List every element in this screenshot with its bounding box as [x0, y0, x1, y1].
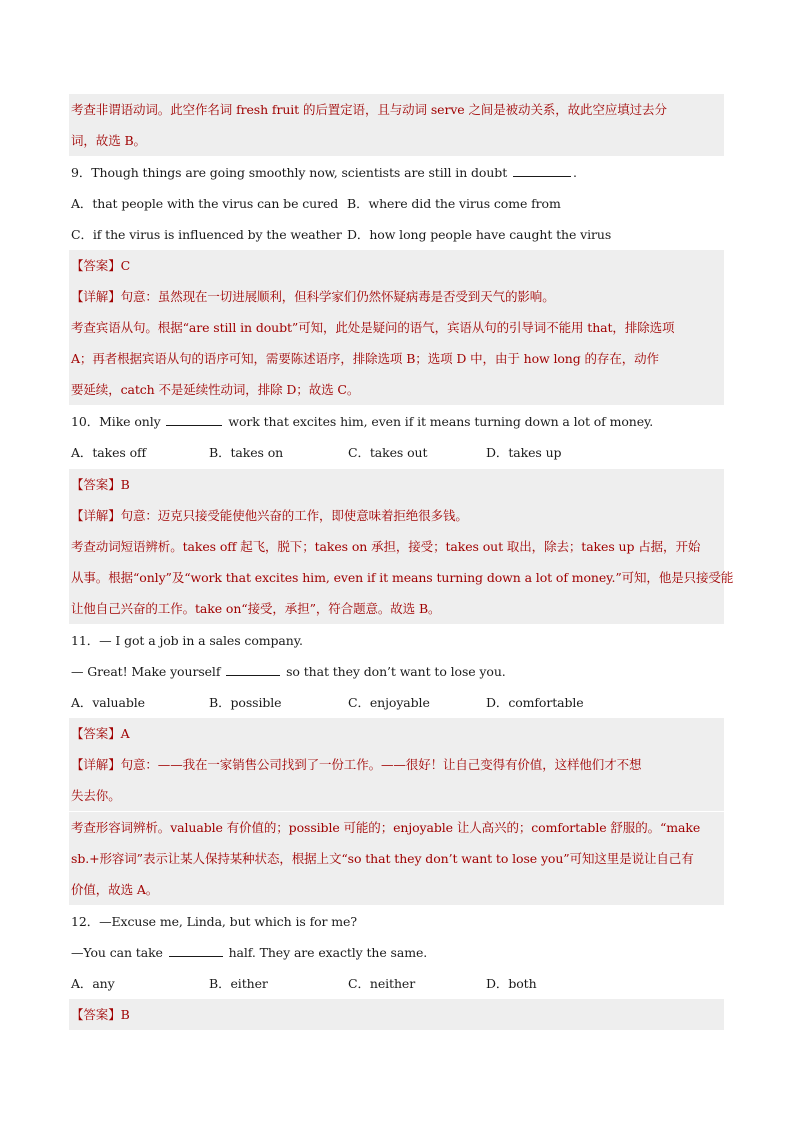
q12-options [71, 968, 723, 999]
detail-text: 句意：虽然现在一切进展顺利，但科学家们仍然怀疑病毒是否受到天气的影响。 [120, 289, 555, 304]
option-label: C． [348, 445, 370, 460]
q11-stem-2 [71, 656, 723, 687]
q12-stem [71, 906, 723, 937]
q11-option-c[interactable] [348, 687, 430, 718]
option-text: takes on [230, 445, 284, 460]
q11-stem [71, 625, 723, 656]
option-label: B． [347, 196, 369, 211]
answer-tag: 【答案】 [71, 258, 121, 273]
option-text: takes off [92, 445, 147, 460]
option-text: comfortable [508, 695, 584, 710]
q11-number: 11． [71, 633, 100, 648]
q9-option-d[interactable] [347, 219, 611, 250]
q10-options [71, 437, 723, 468]
q9-stem-end: . [573, 165, 577, 180]
option-text: valuable [92, 695, 145, 710]
q11-line-2-end: so that they don’t want to lose you. [286, 664, 506, 679]
answer-tag: 【答案】 [71, 726, 121, 741]
q11-options [71, 687, 723, 718]
q12-answer [69, 999, 724, 1030]
q11-detail-line-4: 价值，故选 A。 [69, 874, 724, 905]
q10-option-a[interactable] [71, 437, 146, 468]
q10-option-c[interactable] [348, 437, 427, 468]
q12-option-a[interactable] [71, 968, 115, 999]
option-label: A． [71, 445, 93, 460]
option-text: both [508, 976, 537, 991]
q12-line-2: —You can take [71, 945, 163, 960]
q9-option-c[interactable] [71, 219, 342, 250]
q12-blank [169, 942, 223, 957]
q9-detail-line-2: A；再者根据宾语从句的语序可知，需要陈述语序，排除选项 B；选项 D 中，由于 how long 的存在，动作 [69, 343, 724, 374]
q10-number: 10． [71, 414, 100, 429]
option-label: C． [348, 976, 370, 991]
q12-number: 12． [71, 914, 100, 929]
option-text: possible [230, 695, 282, 710]
q9-option-a[interactable] [71, 188, 338, 219]
q9-stem-text: Though things are going smoothly now, scientists are still in doubt [91, 165, 508, 180]
option-label: A． [71, 196, 93, 211]
answer-tag: 【答案】 [71, 1007, 121, 1022]
option-label: C． [348, 695, 370, 710]
q10-detail-line-2: 从事。根据“only”及“work that excites him, even if it means turning down a lot of money.”可知，他是只接受能 [69, 562, 724, 593]
q9-detail [69, 281, 724, 312]
q10-stem-end: work that excites him, even if it means turning down a lot of money. [228, 414, 654, 429]
q8-detail-line-1: 考查非谓语动词。此空作名词 fresh fruit 的后置定语，且与动词 serve 之间是被动关系，故此空应填过去分 [69, 94, 724, 125]
q12-stem-2 [71, 937, 723, 968]
q12-line-1: —Excuse me, Linda, but which is for me? [99, 914, 357, 929]
q11-line-2: — Great! Make yourself [71, 664, 221, 679]
option-text: either [230, 976, 268, 991]
q9-option-b[interactable] [347, 188, 561, 219]
q12-line-2-end: half. They are exactly the same. [228, 945, 428, 960]
q9-stem [71, 157, 723, 188]
q10-stem-text: Mike only [99, 414, 161, 429]
option-label: D． [486, 695, 509, 710]
q9-options-row-1 [71, 188, 723, 219]
detail-text: 句意：——我在一家销售公司找到了一份工作。——很好！让自己变得有价值，这样他们才不想 [120, 757, 642, 772]
answer-value: A [120, 726, 130, 741]
q10-detail-line-1: 考查动词短语辨析。takes off 起飞，脱下；takes on 承担，接受；takes out 取出，除去；takes up 占据，开始 [69, 531, 724, 562]
option-label: B． [209, 976, 231, 991]
q9-answer [69, 250, 724, 281]
answer-value: B [120, 477, 130, 492]
detail-text: 句意：迈克只接受能使他兴奋的工作，即使意味着拒绝很多钱。 [120, 508, 468, 523]
q9-blank [513, 162, 571, 177]
q12-option-b[interactable] [209, 968, 268, 999]
option-text: enjoyable [369, 695, 430, 710]
option-label: C． [71, 227, 93, 242]
option-label: A． [71, 976, 93, 991]
option-label: D． [486, 445, 509, 460]
q11-answer [69, 718, 724, 749]
q9-detail-line-3: 要延续，catch 不是延续性动词，排除 D；故选 C。 [69, 374, 724, 405]
q12-option-d[interactable] [486, 968, 537, 999]
q10-detail [69, 500, 724, 531]
option-text: that people with the virus can be cured [92, 196, 339, 211]
q10-detail-line-3: 让他自己兴奋的工作。take on“接受，承担”，符合题意。故选 B。 [69, 593, 724, 624]
q9-detail-line-1: 考查宾语从句。根据“are still in doubt”可知，此处是疑问的语气，宾语从句的引导词不能用 that，排除选项 [69, 312, 724, 343]
q10-option-b[interactable] [209, 437, 283, 468]
q11-detail [69, 749, 724, 780]
answer-value: B [120, 1007, 130, 1022]
q11-detail-line-2: 考查形容词辨析。valuable 有价值的；possible 可能的；enjoyable 让人高兴的；comfortable 舒服的。“make [69, 812, 724, 843]
q11-blank [226, 661, 280, 676]
q9-number: 9． [71, 165, 92, 180]
q11-detail-line-3: sb.+形容词”表示让某人保持某种状态，根据上文“so that they don’t want to lose you”可知这里是说让自己有 [69, 843, 724, 874]
q11-option-a[interactable] [71, 687, 145, 718]
option-label: A． [71, 695, 93, 710]
answer-tag: 【答案】 [71, 477, 121, 492]
detail-tag: 【详解】 [71, 289, 121, 304]
q10-option-d[interactable] [486, 437, 561, 468]
q10-answer [69, 469, 724, 500]
option-text: where did the virus come from [368, 196, 561, 211]
option-text: any [92, 976, 115, 991]
detail-tag: 【详解】 [71, 508, 121, 523]
option-text: if the virus is influenced by the weather [92, 227, 342, 242]
option-label: B． [209, 695, 231, 710]
q10-blank [166, 411, 222, 426]
q12-option-c[interactable] [348, 968, 415, 999]
option-text: takes up [508, 445, 562, 460]
q11-option-d[interactable] [486, 687, 584, 718]
option-label: D． [347, 227, 370, 242]
q11-line-1: — I got a job in a sales company. [99, 633, 303, 648]
detail-tag: 【详解】 [71, 757, 121, 772]
q10-stem [71, 406, 723, 437]
option-text: neither [369, 976, 416, 991]
q9-options-row-2 [71, 219, 723, 250]
answer-value: C [120, 258, 131, 273]
option-text: takes out [369, 445, 428, 460]
option-label: D． [486, 976, 509, 991]
option-text: how long people have caught the virus [369, 227, 612, 242]
q11-detail-line-1: 失去你。 [69, 780, 724, 811]
q8-detail-line-2: 词，故选 B。 [69, 125, 724, 156]
q11-option-b[interactable] [209, 687, 281, 718]
option-label: B． [209, 445, 231, 460]
